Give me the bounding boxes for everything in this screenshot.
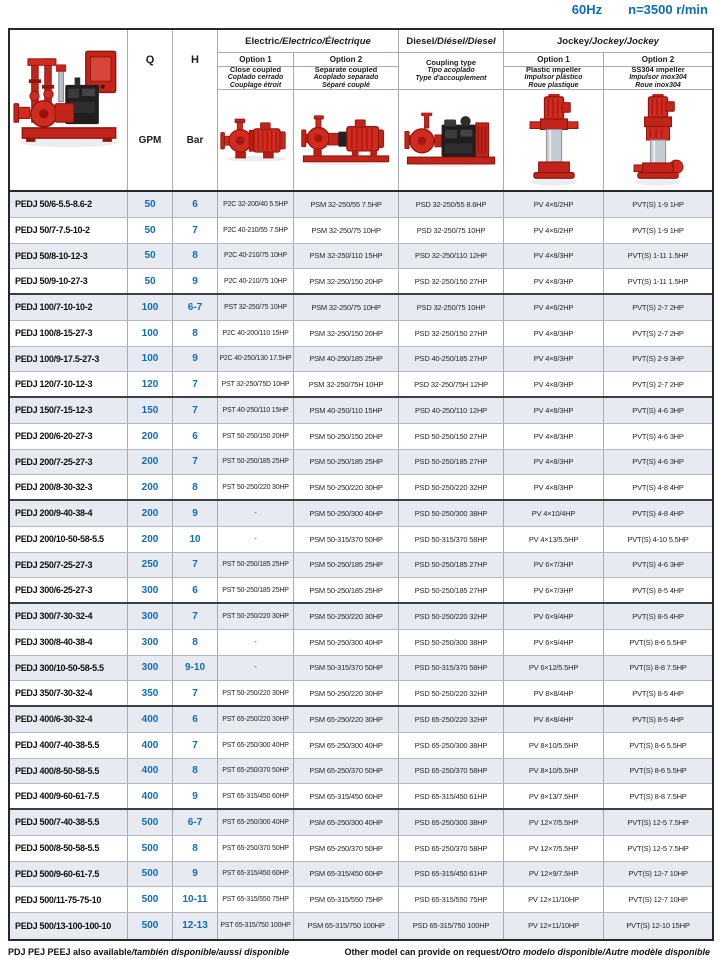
cell-electric-option2: PSM 50-250/185 25HP	[294, 553, 399, 578]
cell-electric-option1: PST 50-250/185 25HP	[218, 578, 294, 602]
cell-jockey-option2: PVT(S) 2-7 2HP	[632, 379, 684, 389]
table-row	[10, 475, 712, 501]
cell-model: PEDJ 150/7-15-12-3	[10, 398, 128, 423]
cell-jockey-option1: PV 4×8/3HP	[504, 398, 604, 423]
cell-jockey-option1: PV 6×7/3HP	[504, 553, 604, 578]
cell-h-bar: 7	[173, 681, 218, 705]
table-row	[10, 424, 712, 450]
cell-diesel: PSD 50-250/150 27HP	[399, 424, 504, 449]
cell-electric-option2: PSM 50-250/220 30HP	[294, 475, 399, 499]
table-row	[10, 372, 712, 398]
cell-diesel: PSD 50-315/370 58HP	[399, 527, 504, 552]
cell-electric-option2: PSM 65-250/220 30HP	[294, 707, 399, 732]
cell-jockey-option2: PVT(S) 8-6 5.5HP	[629, 637, 687, 647]
cell-q-gpm: 400	[128, 733, 173, 758]
cell-electric-option1: PST 65-250/300 40HP	[218, 810, 294, 835]
cell-h-bar: 9	[173, 862, 218, 887]
electric-option2-description: Separate coupled Acoplado separado Séparé couplé	[294, 67, 399, 90]
table-row	[10, 656, 712, 682]
cell-jockey-option2: PVT(S) 8-5 4HP	[632, 611, 684, 621]
close-coupled-pump-illustration	[220, 114, 292, 166]
cell-jockey-option2: PVT(S) 12-7 10HP	[628, 869, 688, 879]
cell-jockey-option2: PVT(S) 12-5 7.5HP	[627, 817, 689, 827]
cell-electric-option1: PST 40-250/110 15HP	[218, 398, 294, 423]
cell-jockey-option2: PVT(S) 12-10 15HP	[626, 921, 690, 931]
diesel-description: Coupling type Tipo acoplado Type d'accouplement	[399, 53, 504, 90]
table-row	[10, 269, 712, 295]
cell-diesel: PSD 65-315/450 61HP	[399, 784, 504, 808]
cell-electric-option2: PSM 32-250/75 10HP	[294, 295, 399, 320]
cell-jockey-option1: PV 12×7/5.5HP	[504, 810, 604, 835]
speed-label: n=3500 r/min	[628, 2, 708, 17]
cell-q-gpm: 100	[128, 347, 173, 372]
cell-jockey-option2: PVT(S) 8-8 7.5HP	[629, 791, 687, 801]
cell-h-bar: 7	[173, 733, 218, 758]
cell-jockey-option2: PVT(S) 2-7 2HP	[632, 328, 684, 338]
cell-jockey-option2: PVT(S) 4-6 3HP	[632, 560, 684, 570]
diesel-engine-pump-photo	[399, 90, 504, 190]
cell-electric-option2: PSM 50-250/185 25HP	[294, 450, 399, 475]
cell-jockey-option1: PV 8×8/4HP	[504, 707, 604, 732]
cell-model: PEDJ 300/7-30-32-4	[10, 604, 128, 629]
cell-diesel: PSD 50-250/185 27HP	[399, 578, 504, 602]
table-row	[10, 578, 712, 604]
table-row	[10, 295, 712, 321]
table-row	[10, 759, 712, 785]
cell-electric-option2: PSM 50-250/220 30HP	[294, 604, 399, 629]
cell-jockey-option2: PVT(S) 1-11 1.5HP	[627, 251, 689, 261]
cell-model: PEDJ 50/8-10-12-3	[10, 244, 128, 269]
cell-diesel: PSD 50-250/220 32HP	[399, 604, 504, 629]
jockey-pump-ss304-illustration	[631, 94, 685, 186]
cell-h-bar: 8	[173, 475, 218, 499]
cell-model: PEDJ 400/7-40-38-5.5	[10, 733, 128, 758]
cell-jockey-option1: PV 4×8/3HP	[504, 244, 604, 269]
h-unit-label: Bar	[173, 90, 218, 190]
cell-q-gpm: 100	[128, 321, 173, 346]
cell-q-gpm: 400	[128, 759, 173, 784]
cell-q-gpm: 400	[128, 707, 173, 732]
cell-jockey-option2: PVT(S) 8-5 4HP	[632, 714, 684, 724]
cell-q-gpm: 300	[128, 578, 173, 602]
cell-q-gpm: 50	[128, 218, 173, 243]
cell-electric-option2: PSM 32-250/110 15HP	[294, 244, 399, 269]
cell-model: PEDJ 400/6-30-32-4	[10, 707, 128, 732]
cell-model: PEDJ 500/8-50-58-5.5	[10, 836, 128, 861]
cell-electric-option2: PSM 65-315/450 60HP	[294, 862, 399, 887]
cell-q-gpm: 200	[128, 424, 173, 449]
cell-jockey-option1: PV 6×7/3HP	[504, 578, 604, 602]
q-unit-label: GPM	[128, 90, 173, 190]
pump-package-illustration	[13, 38, 125, 158]
cell-electric-option1: PST 65-315/450 60HP	[218, 862, 294, 887]
cell-diesel: PSD 40-250/185 27HP	[399, 347, 504, 372]
cell-jockey-option1: PV 4×6/2HP	[504, 295, 604, 320]
cell-h-bar: 7	[173, 372, 218, 396]
cell-jockey-option2: PVT(S) 2-9 3HP	[632, 354, 684, 364]
cell-h-bar: 6	[173, 578, 218, 602]
cell-q-gpm: 300	[128, 604, 173, 629]
page-footer	[8, 947, 710, 957]
cell-jockey-option1: PV 6×12/5.5HP	[504, 656, 604, 681]
cell-model: PEDJ 400/9-60-61-7.5	[10, 784, 128, 808]
cell-electric-option2: PSM 50-250/300 40HP	[294, 501, 399, 526]
cell-jockey-option2: PVT(S) 4-6 3HP	[632, 405, 684, 415]
cell-h-bar: 9-10	[173, 656, 218, 681]
cell-electric-option1: P2C 40-210/55 7.5HP	[218, 218, 294, 243]
cell-model: PEDJ 200/10-50-58-5.5	[10, 527, 128, 552]
cell-diesel: PSD 65-250/220 32HP	[399, 707, 504, 732]
table-row	[10, 810, 712, 836]
cell-electric-option1: PST 65-250/220 30HP	[218, 707, 294, 732]
h-column-header: H	[173, 30, 218, 90]
frequency-label: 60Hz	[571, 2, 603, 17]
cell-jockey-option2: PVT(S) 4-6 3HP	[632, 457, 684, 467]
footer-left-note: PDJ PEJ PEEJ also available/también disponible/aussi disponible	[8, 947, 290, 957]
cell-jockey-option1: PV 6×9/4HP	[504, 604, 604, 629]
cell-electric-option1: PST 50-250/220 30HP	[218, 681, 294, 705]
cell-q-gpm: 300	[128, 630, 173, 655]
cell-diesel: PSD 50-250/220 32HP	[399, 475, 504, 499]
cell-jockey-option2: PVT(S) 8-6 5.5HP	[629, 740, 687, 750]
cell-electric-option1: PST 50-250/150 20HP	[218, 424, 294, 449]
diesel-group-title: Diesel /Diésel/Diesel	[399, 30, 504, 53]
cell-jockey-option1: PV 4×8/3HP	[504, 372, 604, 396]
cell-electric-option2: PSM 40-250/110 15HP	[294, 398, 399, 423]
cell-electric-option2: PSM 65-315/450 60HP	[294, 784, 399, 808]
cell-electric-option1: P2C 40-210/75 10HP	[218, 244, 294, 269]
cell-electric-option1: -	[218, 630, 294, 655]
cell-diesel: PSD 32-250/150 27HP	[399, 269, 504, 293]
table-row	[10, 862, 712, 888]
cell-q-gpm: 400	[128, 784, 173, 808]
cell-diesel: PSD 32-250/75 10HP	[399, 295, 504, 320]
cell-electric-option2: PSM 32-250/75 10HP	[294, 218, 399, 243]
cell-jockey-option1: PV 4×8/3HP	[504, 269, 604, 293]
cell-h-bar: 9	[173, 347, 218, 372]
cell-model: PEDJ 100/9-17.5-27-3	[10, 347, 128, 372]
cell-model: PEDJ 100/8-15-27-3	[10, 321, 128, 346]
cell-h-bar: 6	[173, 192, 218, 217]
cell-q-gpm: 500	[128, 810, 173, 835]
cell-jockey-option2: PVT(S) 8-8 7.5HP	[629, 663, 687, 673]
table-row	[10, 604, 712, 630]
cell-q-gpm: 300	[128, 656, 173, 681]
vertical-jockey-pump-ss304-photo	[604, 90, 712, 190]
cell-model: PEDJ 50/7-7.5-10-2	[10, 218, 128, 243]
table-row	[10, 321, 712, 347]
cell-jockey-option1: PV 4×13/5.5HP	[504, 527, 604, 552]
cell-jockey-option1: PV 4×10/4HP	[504, 501, 604, 526]
cell-jockey-option1: PV 12×11/10HP	[504, 913, 604, 939]
cell-h-bar: 6-7	[173, 810, 218, 835]
cell-diesel: PSD 32-250/75H 12HP	[399, 372, 504, 396]
cell-jockey-option2: PVT(S) 4-8 4HP	[632, 482, 684, 492]
cell-electric-option2: PSM 50-250/300 40HP	[294, 630, 399, 655]
cell-jockey-option1: PV 6×9/4HP	[504, 630, 604, 655]
cell-q-gpm: 120	[128, 372, 173, 396]
cell-model: PEDJ 300/8-40-38-4	[10, 630, 128, 655]
electric-group-title: Electric /Electrico/Électrique	[218, 30, 399, 53]
cell-jockey-option1: PV 4×8/3HP	[504, 475, 604, 499]
cell-h-bar: 8	[173, 630, 218, 655]
cell-diesel: PSD 65-250/370 58HP	[399, 836, 504, 861]
table-row	[10, 630, 712, 656]
cell-jockey-option2: PVT(S) 1-9 1HP	[632, 199, 684, 209]
pump-selection-table	[8, 28, 714, 941]
cell-electric-option1: PST 32-250/75D 10HP	[218, 372, 294, 396]
cell-diesel: PSD 50-250/300 38HP	[399, 501, 504, 526]
cell-jockey-option2: PVT(S) 8-5 4HP	[632, 688, 684, 698]
cell-h-bar: 7	[173, 398, 218, 423]
cell-diesel: PSD 65-315/750 100HP	[399, 913, 504, 939]
cell-model: PEDJ 500/13-100-100-10	[10, 913, 128, 939]
table-row	[10, 913, 712, 939]
jockey-pump-plastic-illustration	[527, 94, 581, 186]
table-row	[10, 887, 712, 913]
cell-q-gpm: 500	[128, 836, 173, 861]
cell-electric-option2: PSM 32-250/75H 10HP	[294, 372, 399, 396]
cell-h-bar: 6-7	[173, 295, 218, 320]
cell-electric-option1: P2C 40-250/130 17.5HP	[218, 347, 294, 372]
cell-h-bar: 7	[173, 218, 218, 243]
cell-jockey-option2: PVT(S) 4-10 5.5HP	[627, 534, 689, 544]
electric-option2-label: Option 2	[294, 53, 399, 67]
cell-jockey-option1: PV 4×8/3HP	[504, 450, 604, 475]
cell-model: PEDJ 50/6-5.5-8.6-2	[10, 192, 128, 217]
cell-model: PEDJ 500/9-60-61-7.5	[10, 862, 128, 887]
cell-electric-option1: PST 65-315/750 100HP	[218, 913, 294, 939]
cell-model: PEDJ 300/6-25-27-3	[10, 578, 128, 602]
cell-jockey-option2: PVT(S) 12-7 10HP	[628, 895, 688, 905]
cell-h-bar: 8	[173, 759, 218, 784]
cell-model: PEDJ 200/9-40-38-4	[10, 501, 128, 526]
table-row	[10, 218, 712, 244]
cell-electric-option1: PST 50-250/185 25HP	[218, 553, 294, 578]
table-row	[10, 501, 712, 527]
cell-electric-option2: PSM 65-250/300 40HP	[294, 733, 399, 758]
cell-diesel: PSD 65-315/450 61HP	[399, 862, 504, 887]
vertical-jockey-pump-plastic-photo	[504, 90, 604, 190]
cell-diesel: PSD 32-250/110 12HP	[399, 244, 504, 269]
cell-electric-option2: PSM 65-315/750 100HP	[294, 913, 399, 939]
cell-electric-option2: PSM 50-250/220 30HP	[294, 681, 399, 705]
table-row	[10, 553, 712, 579]
table-row	[10, 733, 712, 759]
jockey-option1-description: Plastic impeller Impulsor plástico Roue plastique	[504, 67, 604, 90]
cell-diesel: PSD 65-250/300 38HP	[399, 733, 504, 758]
table-row	[10, 192, 712, 218]
cell-h-bar: 8	[173, 321, 218, 346]
cell-electric-option1: P2C 40-210/75 10HP	[218, 269, 294, 293]
jockey-option2-description: SS304 impeller Impulsor inox304 Roue inox304	[604, 67, 712, 90]
table-body	[10, 192, 712, 939]
cell-h-bar: 6	[173, 707, 218, 732]
cell-electric-option1: PST 65-250/370 50HP	[218, 759, 294, 784]
cell-jockey-option1: PV 8×13/7.5HP	[504, 784, 604, 808]
jockey-group-title: Jockey /Jockey/Jockey	[504, 30, 712, 53]
jockey-option2-label: Option 2	[604, 53, 712, 67]
cell-electric-option1: P2C 40-200/110 15HP	[218, 321, 294, 346]
cell-diesel: PSD 50-250/185 27HP	[399, 553, 504, 578]
table-row	[10, 707, 712, 733]
cell-q-gpm: 200	[128, 527, 173, 552]
cell-model: PEDJ 250/7-25-27-3	[10, 553, 128, 578]
table-row	[10, 784, 712, 810]
cell-q-gpm: 250	[128, 553, 173, 578]
cell-electric-option1: P2C 32-200/40 5.5HP	[218, 192, 294, 217]
cell-h-bar: 6	[173, 424, 218, 449]
electric-option1-description: Close coupled Coplado cerrado Couplage étroit	[218, 67, 294, 90]
fire-pump-package-photo	[10, 30, 128, 190]
cell-h-bar: 7	[173, 604, 218, 629]
cell-jockey-option2: PVT(S) 2-7 2HP	[632, 302, 684, 312]
cell-model: PEDJ 100/7-10-10-2	[10, 295, 128, 320]
page-spec-line	[572, 2, 708, 17]
cell-diesel: PSD 32-250/150 27HP	[399, 321, 504, 346]
cell-h-bar: 12-13	[173, 913, 218, 939]
cell-model: PEDJ 500/7-40-38-5.5	[10, 810, 128, 835]
cell-q-gpm: 500	[128, 887, 173, 912]
cell-jockey-option1: PV 12×11/10HP	[504, 887, 604, 912]
cell-h-bar: 10	[173, 527, 218, 552]
cell-diesel: PSD 40-250/110 12HP	[399, 398, 504, 423]
cell-electric-option2: PSM 50-315/370 50HP	[294, 656, 399, 681]
cell-model: PEDJ 500/11-75-75-10	[10, 887, 128, 912]
cell-electric-option2: PSM 65-250/370 50HP	[294, 759, 399, 784]
cell-jockey-option2: PVT(S) 1-11 1.5HP	[627, 276, 689, 286]
cell-diesel: PSD 65-250/300 38HP	[399, 810, 504, 835]
cell-jockey-option2: PVT(S) 8-6 5.5HP	[629, 766, 687, 776]
cell-q-gpm: 150	[128, 398, 173, 423]
cell-electric-option2: PSM 50-250/185 25HP	[294, 578, 399, 602]
cell-q-gpm: 50	[128, 269, 173, 293]
cell-electric-option2: PSM 50-250/150 20HP	[294, 424, 399, 449]
cell-electric-option2: PSM 32-250/150 20HP	[294, 269, 399, 293]
close-coupled-pump-photo	[218, 90, 294, 190]
q-column-header: Q	[128, 30, 173, 90]
cell-q-gpm: 500	[128, 862, 173, 887]
footer-right-note: Other model can provide on request/Otro modelo disponible/Autre modèle disponible	[344, 947, 710, 957]
diesel-pump-illustration	[404, 112, 498, 168]
cell-electric-option1: PST 50-250/185 25HP	[218, 450, 294, 475]
cell-jockey-option1: PV 4×6/2HP	[504, 192, 604, 217]
jockey-option1-label: Option 1	[504, 53, 604, 67]
separate-coupled-pump-photo	[294, 90, 399, 190]
cell-jockey-option1: PV 12×7/5.5HP	[504, 836, 604, 861]
cell-q-gpm: 200	[128, 475, 173, 499]
cell-jockey-option1: PV 8×10/5.5HP	[504, 733, 604, 758]
cell-h-bar: 9	[173, 501, 218, 526]
table-row	[10, 527, 712, 553]
table-row	[10, 244, 712, 270]
cell-electric-option1: PST 65-315/550 75HP	[218, 887, 294, 912]
cell-diesel: PSD 65-250/370 58HP	[399, 759, 504, 784]
cell-electric-option2: PSM 65-315/550 75HP	[294, 887, 399, 912]
cell-electric-option1: -	[218, 656, 294, 681]
separate-coupled-pump-illustration	[300, 114, 392, 166]
cell-electric-option1: -	[218, 501, 294, 526]
cell-electric-option1: PST 65-250/300 40HP	[218, 733, 294, 758]
cell-jockey-option1: PV 4×6/2HP	[504, 218, 604, 243]
cell-model: PEDJ 300/10-50-58-5.5	[10, 656, 128, 681]
cell-electric-option1: PST 50-250/220 30HP	[218, 475, 294, 499]
cell-jockey-option1: PV 4×8/3HP	[504, 424, 604, 449]
cell-h-bar: 8	[173, 244, 218, 269]
cell-electric-option1: -	[218, 527, 294, 552]
table-row	[10, 450, 712, 476]
cell-diesel: PSD 50-315/370 58HP	[399, 656, 504, 681]
cell-h-bar: 10-11	[173, 887, 218, 912]
cell-diesel: PSD 65-315/550 75HP	[399, 887, 504, 912]
table-row	[10, 347, 712, 373]
cell-h-bar: 9	[173, 784, 218, 808]
cell-jockey-option2: PVT(S) 4-8 4HP	[632, 508, 684, 518]
cell-jockey-option1: PV 4×8/3HP	[504, 347, 604, 372]
cell-diesel: PSD 50-250/185 27HP	[399, 450, 504, 475]
table-row	[10, 681, 712, 707]
cell-electric-option2: PSM 65-250/300 40HP	[294, 810, 399, 835]
cell-model: PEDJ 200/7-25-27-3	[10, 450, 128, 475]
table-row	[10, 836, 712, 862]
cell-q-gpm: 350	[128, 681, 173, 705]
cell-electric-option1: PST 65-315/450 60HP	[218, 784, 294, 808]
table-header	[10, 30, 712, 192]
cell-diesel: PSD 50-250/220 32HP	[399, 681, 504, 705]
cell-electric-option2: PSM 50-315/370 50HP	[294, 527, 399, 552]
cell-electric-option2: PSM 40-250/185 25HP	[294, 347, 399, 372]
cell-model: PEDJ 200/8-30-32-3	[10, 475, 128, 499]
cell-q-gpm: 200	[128, 450, 173, 475]
cell-jockey-option2: PVT(S) 8-5 4HP	[632, 585, 684, 595]
cell-electric-option1: PST 50-250/220 30HP	[218, 604, 294, 629]
cell-diesel: PSD 50-250/300 38HP	[399, 630, 504, 655]
cell-diesel: PSD 32-250/75 10HP	[399, 218, 504, 243]
cell-jockey-option1: PV 8×10/5.5HP	[504, 759, 604, 784]
cell-electric-option2: PSM 65-250/370 50HP	[294, 836, 399, 861]
cell-model: PEDJ 200/6-20-27-3	[10, 424, 128, 449]
cell-q-gpm: 50	[128, 192, 173, 217]
cell-q-gpm: 100	[128, 295, 173, 320]
cell-q-gpm: 500	[128, 913, 173, 939]
table-row	[10, 398, 712, 424]
cell-electric-option1: PST 65-250/370 50HP	[218, 836, 294, 861]
cell-model: PEDJ 50/9-10-27-3	[10, 269, 128, 293]
cell-model: PEDJ 350/7-30-32-4	[10, 681, 128, 705]
cell-jockey-option2: PVT(S) 12-5 7.5HP	[627, 843, 689, 853]
cell-q-gpm: 50	[128, 244, 173, 269]
cell-model: PEDJ 120/7-10-12-3	[10, 372, 128, 396]
cell-jockey-option1: PV 8×8/4HP	[504, 681, 604, 705]
cell-jockey-option1: PV 12×9/7.5HP	[504, 862, 604, 887]
cell-jockey-option2: PVT(S) 1-9 1HP	[632, 225, 684, 235]
cell-h-bar: 9	[173, 269, 218, 293]
cell-model: PEDJ 400/8-50-58-5.5	[10, 759, 128, 784]
cell-electric-option2: PSM 32-250/150 20HP	[294, 321, 399, 346]
cell-jockey-option1: PV 4×8/3HP	[504, 321, 604, 346]
cell-h-bar: 7	[173, 553, 218, 578]
cell-q-gpm: 200	[128, 501, 173, 526]
cell-electric-option1: PST 32-250/75 10HP	[218, 295, 294, 320]
cell-diesel: PSD 32-250/55 8.6HP	[399, 192, 504, 217]
electric-option1-label: Option 1	[218, 53, 294, 67]
cell-h-bar: 7	[173, 450, 218, 475]
cell-jockey-option2: PVT(S) 4-6 3HP	[632, 431, 684, 441]
cell-electric-option2: PSM 32-250/55 7.5HP	[294, 192, 399, 217]
cell-h-bar: 8	[173, 836, 218, 861]
